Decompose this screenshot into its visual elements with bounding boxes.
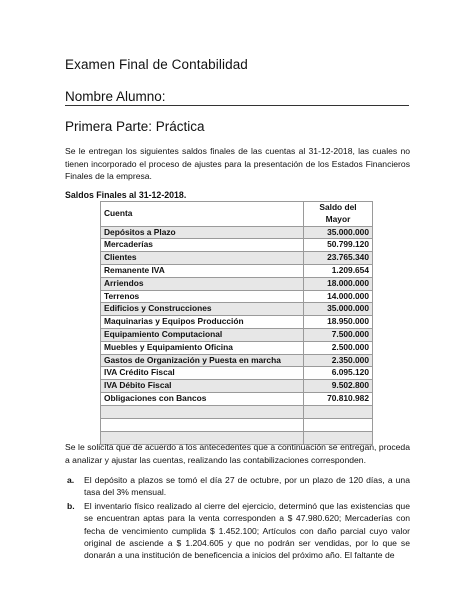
account-cell: Clientes <box>101 252 304 265</box>
balance-cell: 2.350.000 <box>304 354 373 367</box>
account-cell: Terrenos <box>101 290 304 303</box>
column-header-account: Cuenta <box>101 202 304 227</box>
table-header-row <box>101 202 373 227</box>
table-row <box>101 405 373 418</box>
account-cell: Obligaciones con Bancos <box>101 392 304 405</box>
list-item <box>65 474 410 499</box>
balance-cell: 1.209.654 <box>304 264 373 277</box>
balance-cell: 9.502.800 <box>304 380 373 393</box>
balance-cell: 35.000.000 <box>304 226 373 239</box>
account-cell: Mercaderías <box>101 239 304 252</box>
balance-cell: 14.000.000 <box>304 290 373 303</box>
account-cell: Equipamiento Computacional <box>101 328 304 341</box>
list-item <box>65 500 410 562</box>
account-cell: Arriendos <box>101 277 304 290</box>
account-cell <box>101 418 304 431</box>
table-row <box>101 290 373 303</box>
instructions-paragraph: Se le solicita que de acuerdo a los antecedentes que a continuación se entregan, proceda a analizar y ajustar las cuentas, realizando las contabilizaciones corresponden. <box>65 442 410 465</box>
table-row <box>101 277 373 290</box>
account-cell: Edificios y Construcciones <box>101 303 304 316</box>
table-row <box>101 367 373 380</box>
exam-title: Examen Final de Contabilidad <box>65 57 248 72</box>
table-row <box>101 328 373 341</box>
account-cell <box>101 405 304 418</box>
balance-cell: 6.095.120 <box>304 367 373 380</box>
account-cell: Muebles y Equipamiento Oficina <box>101 341 304 354</box>
account-cell: IVA Crédito Fiscal <box>101 367 304 380</box>
balance-cell <box>304 418 373 431</box>
table-row <box>101 316 373 329</box>
account-cell: Gastos de Organización y Puesta en marcha <box>101 354 304 367</box>
table-row <box>101 392 373 405</box>
account-cell: Depósitos a Plazo <box>101 226 304 239</box>
column-header-balance: Saldo del Mayor <box>304 202 373 227</box>
section-title: Primera Parte: Práctica <box>65 119 205 134</box>
table-row <box>101 341 373 354</box>
balance-cell: 18.950.000 <box>304 316 373 329</box>
account-cell: IVA Débito Fiscal <box>101 380 304 393</box>
table-row <box>101 252 373 265</box>
balance-cell: 2.500.000 <box>304 341 373 354</box>
table-row <box>101 226 373 239</box>
list-item-text: El depósito a plazos se tomó el día 27 de octubre, por un plazo de 120 días, a una tasa del 3% mensual. <box>84 475 410 498</box>
table-row <box>101 418 373 431</box>
table-row <box>101 380 373 393</box>
table-body <box>101 226 373 445</box>
table-caption: Saldos Finales al 31-12-2018. <box>65 190 187 200</box>
balance-cell: 18.000.000 <box>304 277 373 290</box>
account-cell: Maquinarias y Equipos Producción <box>101 316 304 329</box>
balance-cell: 50.799.120 <box>304 239 373 252</box>
balance-cell: 7.500.000 <box>304 328 373 341</box>
list-item-text: El inventario físico realizado al cierre del ejercicio, determinó que las existencias que se encuentran aptas para la venta corresponden a $ 47.980.620; Mercaderías con fecha de vencimiento cumplida $ 1.452.100; Artículos con daño parcial cuyo valor original de asciende a $ 1.204.605 y que no podrán ser vendidas, por lo que se donarán a una institución de beneficencia a inicios del próximo año. El faltante de <box>84 500 410 561</box>
list-marker: a. <box>67 475 75 485</box>
account-cell: Remanente IVA <box>101 264 304 277</box>
table-row <box>101 354 373 367</box>
balance-cell: 70.810.982 <box>304 392 373 405</box>
balance-cell: 35.000.000 <box>304 303 373 316</box>
instruction-list <box>65 474 410 563</box>
table-row <box>101 239 373 252</box>
balances-table <box>100 201 373 445</box>
table-row <box>101 264 373 277</box>
balance-cell <box>304 405 373 418</box>
balance-cell: 23.765.340 <box>304 252 373 265</box>
list-marker: b. <box>67 500 75 511</box>
intro-paragraph: Se le entregan los siguientes saldos finales de las cuentas al 31-12-2018, las cuales no tienen incorporado el proceso de ajustes para la presentación de los Estados Financieros Finales de la empresa. <box>65 146 410 182</box>
table-row <box>101 303 373 316</box>
student-name-field: Nombre Alumno: <box>65 89 409 106</box>
